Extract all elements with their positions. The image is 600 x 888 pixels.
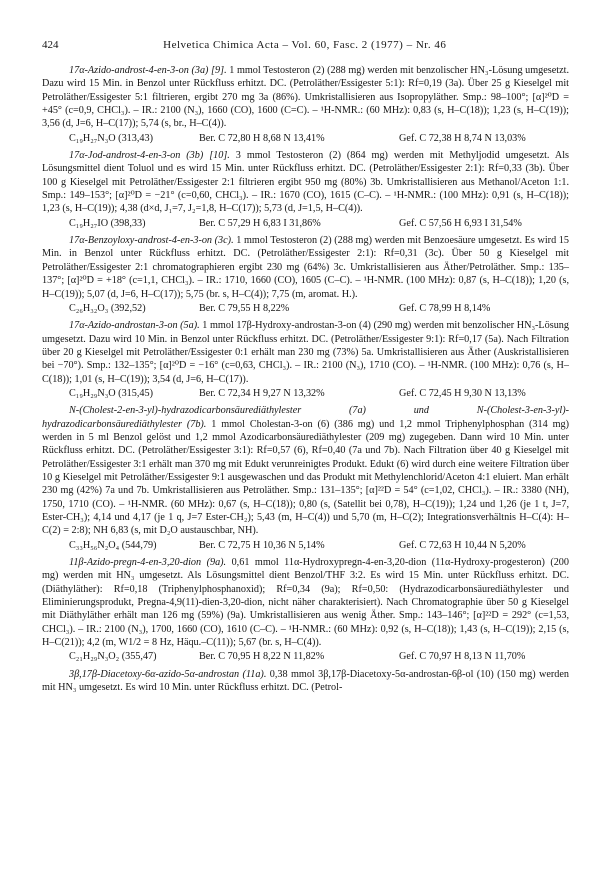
entry-text: 1 mmol Testosteron (2) (288 mg) werden mit Benzoesäure umgesetzt. Es wird 15 Min. in Benzol unter Rückfluss erhitzt. DC. (Petroläther/Essigester 2:1): Rf=0,31 (3c). Über 50 g Kieselgel mit Petroläther/Essigester 2:1 chromatographieren ergibt 230 mg (64%) 3c. Umkristallisieren aus Äther/Petroläther. Smp.: 135–137°; [α]²⁰D = +18° (c=1,1, CHCl₃). – IR.: 1710, 1660 (CO), 1605 (C–C). – ¹H-NMR. (100 MHz): 0,87 (s, H–C(18)); 1,20 (s, H–C(19)); 5,07 (d, J=6, H–C(17)); 5,75 (br. s, H–C(4)); 7,75 (m, aromat. H.). xyxy=(42,235,569,300)
entry-3a xyxy=(42,64,569,131)
entry-text: 0,61 mmol 11α-Hydroxypregn-4-en-3,20-dion (11α-Hydroxy-progesteron) (200 mg) werden mit HN₃ umgesetzt. Als Lösungsmittel dient Benzol/THF 3:2. Es wird 15 Min. unter Rückfluss erhitzt. DC. (Diäthyläther): Rf=0,18 (Triphenylphosphanoxid); Rf=0,34 (9a); Rf=0,50: (Hydrazodicarbonsäurediäthylester und Eliminierungsprodukt, Pregna-4,9(11)-dien-3,20-dion, nicht näher charakterisiert). Nach Chromatographie über 50 g Kieselgel mit Diäthyläther erhält man 126 mg (59%) (9a). Umkristallisieren aus wenig Äther. Smp.: 143–146°; [α]²²D = 292° (c=1,53, CHCl₃). – IR.: 2100 (N₃), 1700, 1660 (CO), 1610 (C–C). – ¹H-NMR.: (60 MHz): 0,92 (s, H–C(18)); 1,43 (s, H–C(19)); 2,15 (s, H–C(21)); 4,2 (m, W1/2 = 8 Hz, Häqu.–C(11)); 5,67 (br. s, H–C(4)). xyxy=(42,557,569,649)
compound-name: 3β,17β-Diacetoxy-6α-azido-5α-androstan (11a). xyxy=(69,668,267,680)
found-values: Gef. C 72,45 H 9,30 N 13,13% xyxy=(399,387,526,399)
found-values: Gef. C 72,38 H 8,74 N 13,03% xyxy=(399,132,526,144)
page-header xyxy=(42,38,569,52)
compound-name: 17α-Benzoyloxy-androst-4-en-3-on (3c). xyxy=(69,235,234,247)
calculated-values: Ber. C 72,75 H 10,36 N 5,14% xyxy=(199,539,325,551)
formula: C₂₁H₂₉N₃O₂ (355,47) xyxy=(69,651,157,663)
entry-3c xyxy=(42,234,569,301)
calculated-values: Ber. C 72,80 H 8,68 N 13,41% xyxy=(199,132,325,144)
journal-title: Helvetica Chimica Acta – Vol. 60, Fasc. 2 (1977) – Nr. 46 xyxy=(163,39,447,51)
found-values: Gef. C 57,56 H 6,93 I 31,54% xyxy=(399,217,522,229)
formula: C₁₉H₂₉N₃O (315,45) xyxy=(69,387,153,399)
compound-name: 11β-Azido-pregn-4-en-3,20-dion (9a). xyxy=(69,557,227,569)
calculated-values: Ber. C 72,34 H 9,27 N 13,32% xyxy=(199,387,325,399)
calculated-values: Ber. C 70,95 H 8,22 N 11,82% xyxy=(199,651,325,663)
calculated-values: Ber. C 57,29 H 6,83 I 31,86% xyxy=(199,217,321,229)
page-number: 424 xyxy=(42,39,59,51)
elemental-analysis xyxy=(69,650,569,663)
elemental-analysis xyxy=(69,539,569,552)
calculated-values: Ber. C 79,55 H 8,22% xyxy=(199,302,290,314)
found-values: Gef. C 70,97 H 8,13 N 11,70% xyxy=(399,651,526,663)
entry-11a xyxy=(42,668,569,695)
elemental-analysis xyxy=(69,387,569,400)
elemental-analysis xyxy=(69,302,569,315)
entry-text: 3 mmol Testosteron (2) (864 mg) werden mit Methyljodid umgesetzt. Als Lösungsmittel dient Toluol und es wird 15 Min. unter Rückfluss erhitzt. DC. (Petroläther/Essigester 2:1): Rf=0,33 (3b). Über 100 g Kieselgel mit Petroläther/Essigester 2:1 filtrieren ergibt 950 mg (80%) 3b. Umkristallisieren aus Methanol/Aceton 1:1. Smp.: 149–153°; [α]²⁰D = −21° (c=0,60, CHCl₃). – IR.: 1670 (CO), 1615 (C–C). – ¹H-NMR.: (100 MHz): 0,91 (s, H–C(18)); 1,23 (s, H–C(19)); 4,38 (d×d, J₁=7, J₂=1,8, H–C(17)); 5,73 (d, J=1,5, H–C(4)). xyxy=(42,150,569,215)
formula: C₃₃H₅₆N₂O₄ (544,79) xyxy=(69,539,157,551)
entry-7ab xyxy=(42,404,569,537)
compound-name: 17α-Azido-androstan-3-on (5a). xyxy=(69,320,200,332)
compound-name: 17α-Jod-androst-4-en-3-on (3b) [10]. xyxy=(69,150,230,162)
entry-3b xyxy=(42,149,569,216)
journal-page xyxy=(42,38,569,694)
entry-text: 1 mmol Testosteron (2) (288 mg) werden mit benzolischer HN₃-Lösung umgesetzt. Dazu wird 15 Min. in Benzol unter Rückfluss erhitzt. DC. (Petroläther/Essigester 5:1): Rf=0,19 (3a). Über 25 g Kieselgel mit Petroläther/Essigester 5:1 filtrieren, ergibt 270 mg 3a (86%). Umkristallisieren aus Isopropyläther. Smp.: 98–100°; [α]²⁰D = +45° (c=0,9, CHCl₃). – IR.: 2100 (N₃), 1660 (CO), 1600 (C=C). – ¹H-NMR.: (60 MHz): 0,83 (s, H–C(18)); 1,23 (s, H–C(19)); 3,56 (d, J=6, H–C(17)); 5,74 (s, br., H–C(4)). xyxy=(42,65,569,130)
entry-text: 1 mmol 17β-Hydroxy-androstan-3-on (4) (290 mg) werden mit benzolischer HN₃-Lösung umgesetzt. Dazu wird 10 Min. in Benzol unter Rückfluss erhitzt. DC. (Petroläther/Essigester 9:1): Rf=0,17 (5a). Nach Filtration über 20 g Kieselgel mit Petroläther/Essigester 0:1 erhält man 230 mg (73%) 5a. Umkristallisieren aus Äther (Auskristallisieren bei −70°). Smp.: 132–135°; [α]²⁰D = −16° (c=0,63, CHCl₃). – IR.: 2100 (N₃), 1710 (CO). – ¹H-NMR. (100 MHz): 0,76 (s, H–C(18)); 1,01 (s, H–C(19)); 3,54 (d, J=6, H–C(17)). xyxy=(42,320,569,385)
compound-name: N-(Cholest-2-en-3-yl)-hydrazodicarbonsäurediäthylester (7a) und N-(Cholest-3-en-3-yl)-hydrazodicarbonsäurediäthylester (7b). xyxy=(42,405,569,430)
entry-text: 0,38 mmol 3β,17β-Diacetoxy-5α-androstan-6β-ol (10) (150 mg) werden mit HN₃ umgesetzt. Es wird 10 Min. unter Rückfluss erhitzt. DC. (Petrol- xyxy=(42,668,569,694)
formula: C₂₆H₃₂O₃ (392,52) xyxy=(69,302,146,314)
compound-name: 17α-Azido-androst-4-en-3-on (3a) [9]. xyxy=(69,65,227,76)
found-values: Gef. C 72,63 H 10,44 N 5,20% xyxy=(399,539,526,551)
elemental-analysis xyxy=(69,217,569,230)
elemental-analysis xyxy=(69,132,569,145)
entry-text: 1 mmol Cholestan-3-on (6) (386 mg) und 1,2 mmol Triphenylphosphan (314 mg) werden in 5 ml Benzol gelöst und 1,2 mmol Azodicarbonsäurediäthylester (209 mg) zugegeben. Dann wird 10 Min. unter Rückfluss erhitzt. DC. (Petroläther/Essigester 3:1): Rf=0,57 (6), Rf=0,40 (7a und 7b). Nach Filtration über 40 g Kieselgel mit Petroläther/Essigester 3:1 erhält man 370 mg mit Edukt verunreinigtes Produkt. Edukt (6) wird durch eine weitere Filtration über 10 g Kieselgel mit Petroläther/Essigester 9:1 ausgewaschen und das Produkt mit Methylenchlorid/Aceton 4:1 eluiert. Man erhält 230 mg (42%) 7a und 7b. Umkristallisieren aus Petroläther. Smp.: 131–135°; [α]²²D = 54° (c=1,02, CHCl₃). – IR.: 3380 (NH), 1750, 1710 (CO). – ¹H-NMR. (60 MHz): 0,67 (s, H–C(18)); 0,80 (s, (Satellit bei 0,78), H–C(19)); 1,24 und 1,26 (je 1 t, J=7, Ester-CH₃); 4,14 und 4,17 (je 1 q, J=7 Ester-CH₂); 5,43 (m, H–C(4)) und 5,70 (m, H–C(2); Integrationsverhältnis H–C(4): H–C(2) = 2:8); NH 6,83 (s, mit D₂O austauschbar, NH). xyxy=(42,418,569,537)
entry-9a xyxy=(42,556,569,649)
formula: C₁₉H₂₇N₃O (313,43) xyxy=(69,132,153,144)
found-values: Gef. C 78,99 H 8,14% xyxy=(399,302,491,314)
entry-5a xyxy=(42,319,569,386)
formula: C₁₉H₂₇IO (398,33) xyxy=(69,217,146,229)
header-spacer xyxy=(551,38,569,52)
